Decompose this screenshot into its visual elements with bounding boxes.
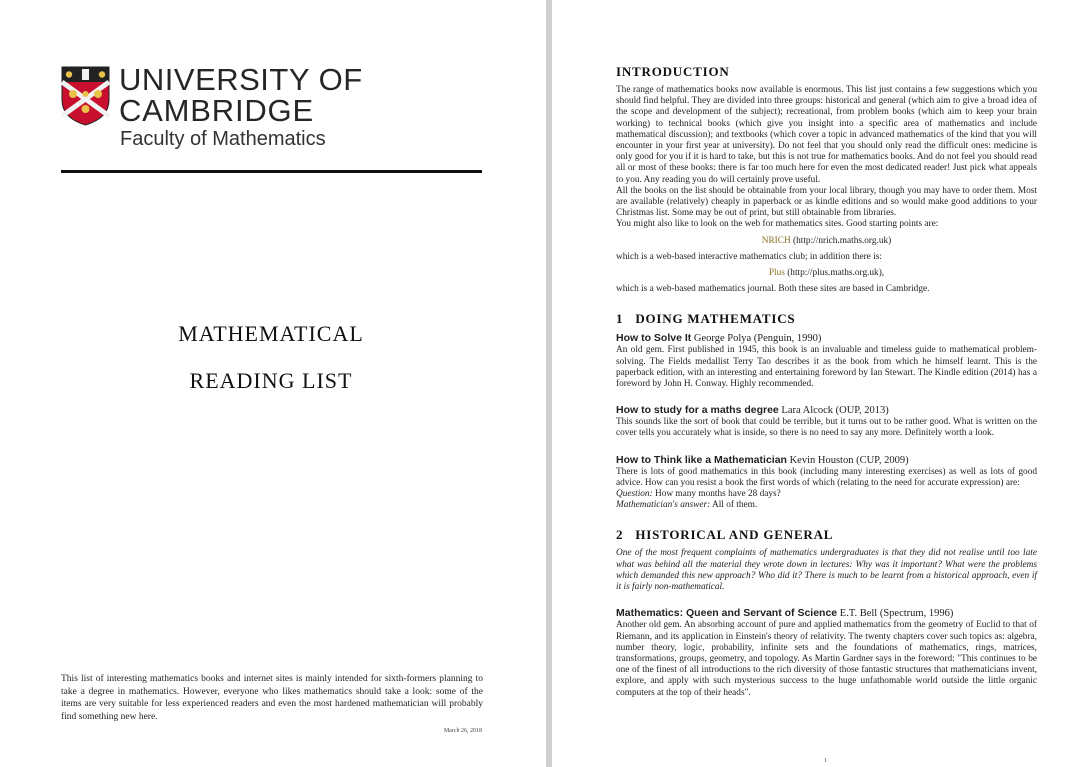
plus-url: (http://plus.maths.org.uk),	[787, 268, 885, 279]
section-2-heading	[616, 527, 1037, 543]
book-2-title: How to study for a maths degree	[616, 404, 779, 417]
book-3-title: How to Think like a Mathematician	[616, 453, 787, 466]
title-line-2: READING LIST	[189, 368, 353, 393]
answer-text: All of them.	[711, 500, 758, 511]
intro-paragraph-2: All the books on the list should be obtainable from your local library, though you may have to order them. Most are available (relatively) cheaply in paperback or as kindle editions and so would make good additions to your Christmas list. Some may be out of print, but still obtainable from libraries.	[616, 185, 1037, 219]
book-1-meta: George Polya (Penguin, 1990)	[693, 333, 822, 345]
book-4-heading	[616, 607, 1037, 619]
question-text: How many months have 28 days?	[655, 489, 781, 500]
wordmark-line-1: UNIVERSITY OF	[119, 62, 363, 97]
plus-link[interactable]: Plus	[768, 268, 785, 279]
page-number: 1	[824, 758, 827, 764]
intro-paragraph-3: You might also like to look on the web for mathematics sites. Good starting points are:	[616, 219, 939, 230]
book-3-answer	[616, 500, 1037, 511]
book-3-description: There is lots of good mathematics in this book (including many interesting exercises) as well as lots of good advice. How can you resist a book the first words of which (relating to the need for accurate expression) are:	[616, 466, 1037, 488]
section-2-number: 2	[616, 527, 624, 543]
intro-paragraph-5: which is a web-based mathematics journal. Both these sites are based in Cambridge.	[616, 284, 930, 295]
content-column	[616, 64, 1037, 699]
section-2-intro: One of the most frequent complaints of mathematics undergraduates is that they did not realise until too late what was behind all the material they wrote down in lectures: Why was it important? What were the problems which demanded this new approach? Who did it? There is much to be learnt from a historical approach, even if it is fairly non-mathematical.	[616, 548, 1037, 593]
book-2-heading	[616, 404, 1037, 416]
nrich-link[interactable]: NRICH	[761, 235, 791, 246]
cover-blurb: This list of interesting mathematics books and internet sites is mainly intended for sixth-formers planning to take a degree in mathematics. However, everyone who likes mathematics should take a look: some of the items are very suitable for less experienced readers and even the most hardened mathematician will probably find something new here.	[61, 674, 483, 722]
book-4-meta: E.T. Bell (Spectrum, 1996)	[839, 608, 954, 620]
intro-paragraph-1: The range of mathematics books now available is enormous. This list just contains a few suggestions which you should find helpful. They are divided into three groups: historical and general (which aim to give a broad idea of the scope and development of the subject); recreational, from problem books (which aim to keep your brain working) to technical books (which give you insight into a specific area of mathematics and include mathematical discussion); and textbooks (which cover a topic in advanced mathematics of the kind that you will encounter in your first year at university). Do not feel that you should only read the difficult ones: medicine is only good for you if it is hard to take, but this is not true for mathematics books. And do not feel you should read all or most of these books: there is far too much here for even the most dedicated reader! Just pick what appeals to you. Any reading you do will certainly prove useful.	[616, 85, 1037, 185]
question-label: Question:	[616, 489, 653, 500]
document-date: March 26, 2018	[443, 728, 482, 734]
book-1-heading	[616, 332, 1037, 344]
intro-heading: INTRODUCTION	[616, 64, 730, 79]
book-4-description: Another old gem. An absorbing account of pure and applied mathematics from the geometry of Euclid to that of Riemann, and its application in Einstein's theory of relativity. The twenty chapters cover such topics as: algebra, number theory, logic, probability, infinite sets and the foundations of mathematics, rings, matrices, transformations, groups, geometry, and topology. As Martin Gardner says in the foreword: "This continues to be one of the finest of all introductions to the rich diversity of those fantastic structures that mathematicians invent, explore, and apply with such mysterious success to the huge unfathomable world outside the little organic computers at the top of their heads".	[616, 620, 1037, 698]
book-3-question	[616, 489, 1037, 500]
university-logo	[61, 62, 363, 128]
intro-paragraph-4: which is a web-based interactive mathematics club; in addition there is:	[616, 251, 882, 262]
wordmark	[119, 62, 363, 128]
book-1-description: An old gem. First published in 1945, this book is an invaluable and timeless guide to mathematical problem-solving. The Fields medallist Terry Tao describes it as the book from which he himself learnt. This is the paperback edition, with an interesting and entertaining foreword by Ian Stewart. The Kindle edition (2014) has a foreword by John H. Conway. Highly recommended.	[616, 345, 1037, 390]
answer-label: Mathematician's answer:	[616, 500, 711, 511]
wordmark-line-2: CAMBRIDGE	[119, 93, 314, 128]
content-page	[552, 0, 1080, 767]
faculty-name: Faculty of Mathematics	[120, 128, 326, 150]
book-2-description: This sounds like the sort of book that could be terrible, but it turns out to be rather good. What is written on the cover tells you accurately what is inside, so there is no need to say any more. Definitely worth a look.	[616, 417, 1037, 439]
crest-icon	[61, 66, 110, 126]
plus-link-line	[616, 268, 1037, 279]
nrich-link-line	[616, 236, 1037, 247]
section-1-number: 1	[616, 311, 624, 327]
section-1-title: DOING MATHEMATICS	[635, 311, 796, 327]
nrich-url: (http://nrich.maths.org.uk)	[793, 235, 892, 246]
book-3-meta: Kevin Houston (CUP, 2009)	[789, 454, 909, 466]
title-rule	[61, 170, 482, 173]
title-line-1: MATHEMATICAL	[178, 321, 364, 346]
book-2-meta: Lara Alcock (OUP, 2013)	[781, 405, 889, 417]
book-4-title: Mathematics: Queen and Servant of Science	[616, 607, 838, 620]
book-1-title: How to Solve It	[616, 332, 692, 345]
section-1-heading	[616, 311, 1037, 327]
section-2-title: HISTORICAL AND GENERAL	[635, 527, 834, 543]
book-3-heading	[616, 454, 1037, 466]
